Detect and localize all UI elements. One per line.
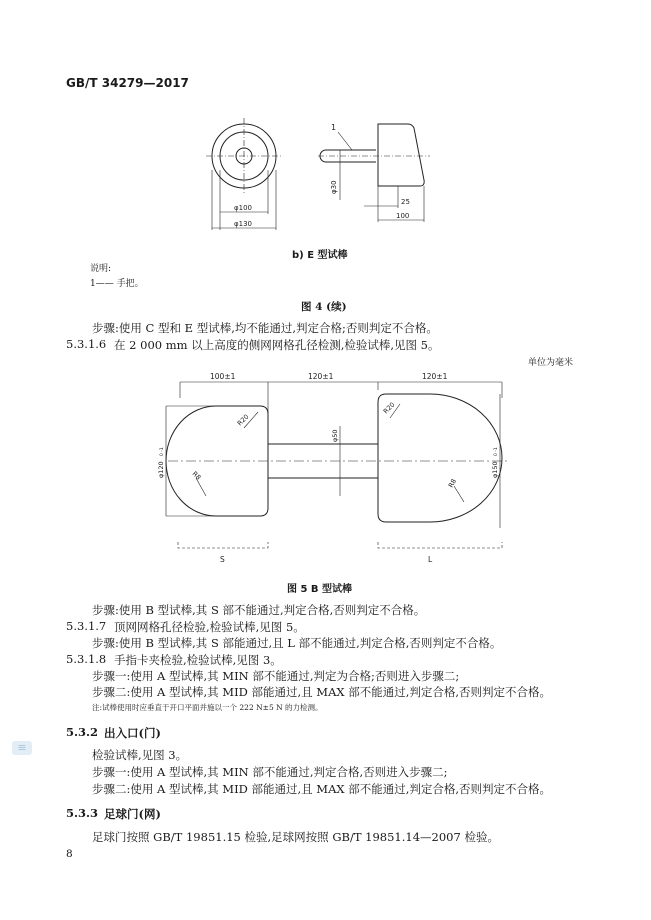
fig4b-dim-100: 100	[396, 212, 410, 220]
fig5-r8-left: R8	[190, 469, 203, 482]
clause-532-title: 出入口(门)	[104, 726, 161, 740]
clause-5318-number: 5.3.1.8	[66, 652, 107, 666]
fig5-label-l: L	[428, 555, 433, 564]
fig5-dim-left: 100±1	[210, 372, 236, 381]
unit-note: 单位为毫米	[528, 358, 574, 368]
football-text: 足球门按照 GB/T 19851.15 检验,足球网按照 GB/T 19851.14—2007 检验。	[92, 830, 499, 844]
fig4b-dim-phi30: φ30	[330, 180, 338, 194]
clause-532-number: 5.3.2	[66, 725, 99, 739]
fig4b-dim-phi130: φ130	[234, 220, 252, 228]
legend-item-1: 1—— 手把。	[90, 279, 144, 289]
legend-title: 说明:	[90, 264, 112, 274]
b-rod-right-head	[378, 394, 502, 522]
step-ce-text: 步骤:使用 C 型和 E 型试棒,均不能通过,判定合格;否则判定不合格。	[92, 321, 438, 335]
clause-5318-text: 手指卡夹检验,检验试棒,见图 3。	[114, 653, 282, 667]
fig5-dim-mid: 120±1	[308, 372, 334, 381]
clause-533-title: 足球门(网)	[104, 807, 161, 821]
step1-b-text: 步骤一:使用 A 型试棒,其 MIN 部不能通过,判定合格,否则进入步骤二;	[92, 765, 448, 779]
fig5-dim-phi150: φ150	[491, 461, 499, 478]
step-b1-text: 步骤:使用 B 型试棒,其 S 部不能通过,判定合格,否则判定不合格。	[92, 603, 426, 617]
fig5-dim-phi120-tol: 0 -1	[160, 447, 165, 456]
e-rod-body	[378, 124, 424, 186]
standard-number: GB/T 34279—2017	[66, 76, 189, 90]
check-text: 检验试棒,见图 3。	[92, 748, 188, 762]
page-number: 8	[66, 848, 73, 860]
fig5-r8-right: R8	[446, 477, 459, 489]
fig4b-label-1: 1	[331, 123, 337, 132]
note-text: 注:试棒使用时应垂直于开口平面并施以一个 222 N±5 N 的力检测。	[92, 703, 323, 712]
figure-4b-caption: b) E 型试棒	[292, 250, 348, 261]
figure-4b-drawing	[200, 110, 460, 250]
fig5-dim-phi120: φ120	[157, 461, 165, 478]
fig5-dim-phi50: φ50	[331, 429, 339, 442]
step-b2-text: 步骤:使用 B 型试棒,其 S 部能通过,且 L 部不能通过,判定合格,否则判定不合格。	[92, 636, 502, 650]
figure-4-caption: 图 4 (续)	[301, 301, 347, 313]
fig4b-dim-phi100: φ100	[234, 204, 252, 212]
clause-5317-number: 5.3.1.7	[66, 619, 107, 633]
clause-533-number: 5.3.3	[66, 806, 99, 820]
step1-a-text: 步骤一:使用 A 型试棒,其 MIN 部不能通过,判定为合格;否则进入步骤二;	[92, 669, 460, 683]
figure-5-drawing	[157, 368, 520, 578]
step2-a-text: 步骤二:使用 A 型试棒,其 MID 部能通过,且 MAX 部不能通过,判定合格,否则判定不合格。	[92, 685, 552, 699]
step2-b-text: 步骤二:使用 A 型试棒,其 MID 部能通过,且 MAX 部不能通过,判定合格,否则判定不合格。	[92, 782, 552, 796]
fig4b-dim-25: 25	[401, 198, 410, 206]
fig5-label-s: S	[220, 555, 225, 564]
fig5-r20-right: R20	[381, 400, 397, 416]
fig5-dim-right: 120±1	[422, 372, 448, 381]
clause-5316-text: 在 2 000 mm 以上高度的侧网网格孔径检测,检验试棒,见图 5。	[114, 338, 440, 352]
clause-5317-text: 顶网网格孔径检验,检验试棒,见图 5。	[114, 620, 305, 634]
fig5-dim-phi150-tol: 0 -1	[494, 447, 499, 456]
figure-5-caption: 图 5 B 型试棒	[287, 584, 353, 595]
side-tab-icon[interactable]: ≡	[12, 741, 32, 755]
clause-5316-number: 5.3.1.6	[66, 337, 107, 351]
fig5-r20-left: R20	[235, 412, 251, 428]
